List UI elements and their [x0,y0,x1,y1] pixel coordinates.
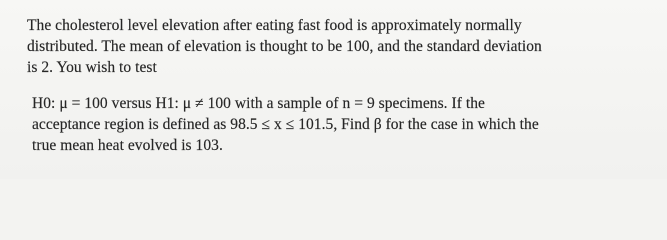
problem-intro-line-2: distributed. The mean of elevation is thought to be 100, and the standard deviation [27,38,542,55]
problem-intro-line-3: is 2. You wish to test [27,59,157,76]
problem-intro-line-1: The cholesterol level elevation after eating fast food is approximately normally [27,17,522,34]
hypothesis-line-1: H0: μ = 100 versus H1: μ ≠ 100 with a sample of n = 9 specimens. If the [32,95,485,112]
hypothesis-line-3: true mean heat evolved is 103. [32,137,223,154]
hypothesis-line-2: acceptance region is defined as 98.5 ≤ x ≤ 101.5, Find β for the case in which the [32,116,539,133]
